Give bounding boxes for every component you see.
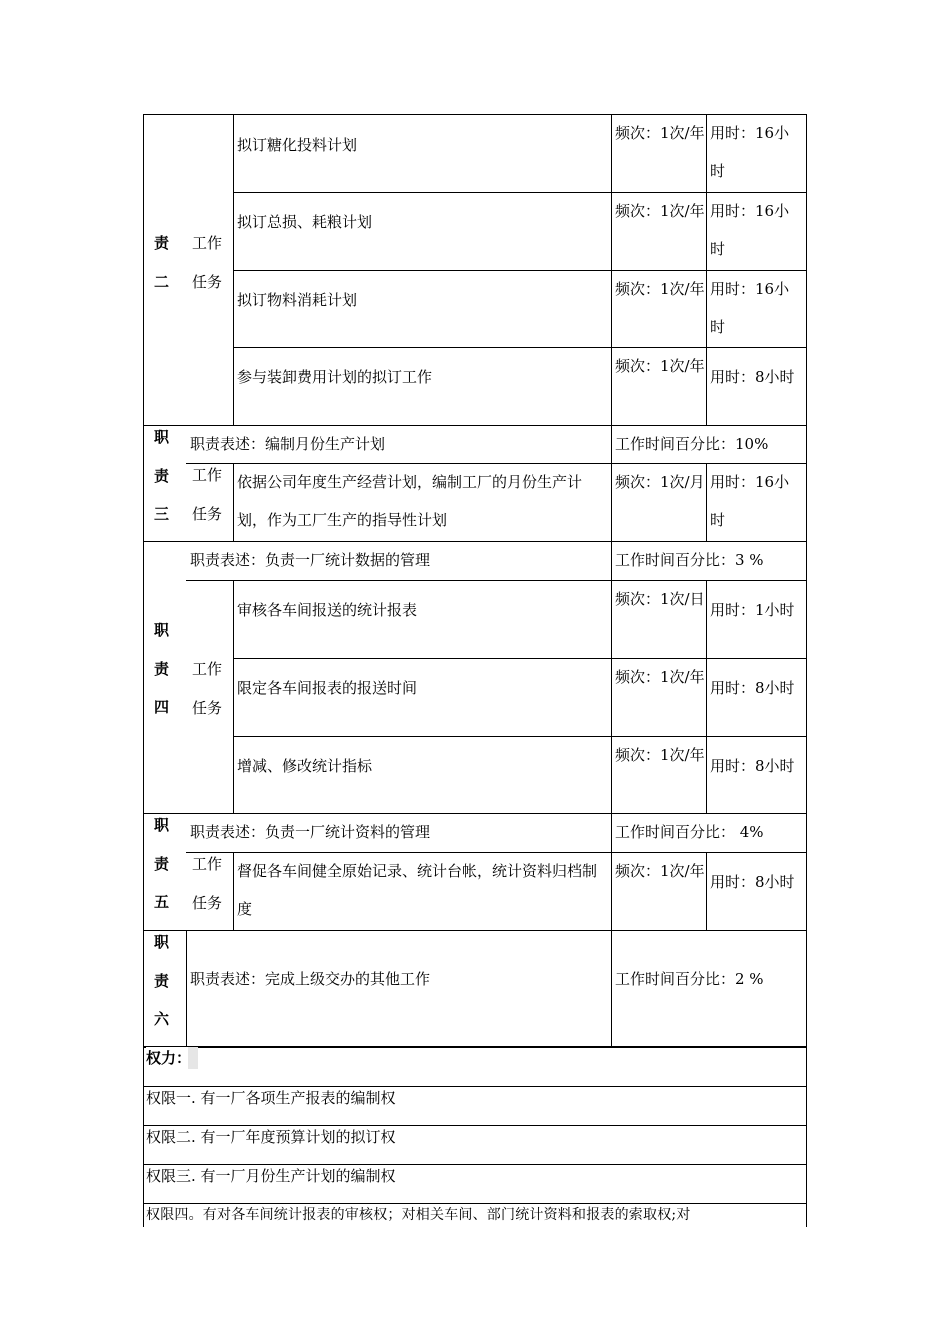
task-label-line: 任务 — [192, 698, 223, 717]
duty6-label — [154, 923, 178, 1039]
duty4-task-frequency: 频次：1次/日 — [615, 590, 705, 608]
duty4-time-percent: 工作时间百分比：3 % — [615, 551, 764, 569]
duty3-label — [154, 418, 178, 534]
rule — [233, 852, 234, 931]
task-label-line: 任务 — [192, 504, 223, 523]
power-item: 权限四。有对各车间统计报表的审核权；对相关车间、部门统计资料和报表的索取权;对 — [146, 1207, 691, 1223]
duty4-task-time: 用时：8小时 — [710, 679, 795, 697]
duty6-time-percent: 工作时间百分比：2 % — [615, 970, 764, 988]
task-label-line: 工作 — [192, 660, 223, 678]
duty2-task-text: 拟订物料消耗计划 — [237, 291, 358, 309]
duty3-time-percent: 工作时间百分比：10% — [615, 435, 769, 453]
duty6-label-char: 职 — [154, 933, 170, 951]
task-label-line: 任务 — [192, 893, 223, 912]
duty4-task-time: 用时：8小时 — [710, 757, 795, 775]
power-item: 权限一. 有一厂各项生产报表的编制权 — [146, 1089, 396, 1107]
rule — [806, 114, 807, 1227]
duty3-task-label — [192, 456, 228, 533]
rule — [186, 580, 807, 581]
duty6-label-char: 六 — [154, 1010, 170, 1028]
task-label-line: 任务 — [192, 272, 223, 291]
duty4-label — [154, 611, 178, 727]
duty2-task-text: 拟订总损、耗粮计划 — [237, 213, 373, 231]
duty3-task-text: 依据公司年度生产经营计划，编制工厂的月份生产计划，作为工厂生产的指导性计划 — [237, 473, 583, 529]
duty4-task-frequency: 频次：1次/年 — [615, 746, 705, 764]
duty4-label-char: 职 — [154, 621, 170, 639]
duty4-task-text: 限定各车间报表的报送时间 — [237, 679, 418, 697]
rule — [611, 114, 612, 1047]
powers-heading: 权力： — [146, 1047, 446, 1069]
duty5-task-text: 督促各车间健全原始记录、统计台帐，统计资料归档制度 — [237, 862, 598, 918]
rule — [143, 114, 144, 1227]
rule — [706, 114, 707, 426]
duty5-task-time: 用时：8小时 — [710, 873, 795, 891]
rule — [143, 114, 807, 115]
duty5-label-char: 职 — [154, 816, 170, 834]
rule — [233, 347, 807, 348]
duty5-task-label — [192, 845, 228, 922]
duty3-label-char: 职 — [154, 428, 170, 446]
rule — [233, 736, 807, 737]
duty2-task-frequency: 频次：1次/年 — [615, 202, 705, 220]
duty4-label-char: 责 — [154, 659, 170, 678]
duty3-task-time: 用时：16小时 — [710, 473, 790, 529]
rule — [706, 852, 707, 931]
duty4-task-frequency: 频次：1次/年 — [615, 668, 705, 686]
rule — [186, 930, 187, 1047]
duty5-label-char: 五 — [154, 893, 170, 911]
task-label-line: 工作 — [192, 234, 223, 252]
duty4-task-text: 增减、修改统计指标 — [237, 757, 373, 775]
duty2-task-text: 拟订糖化投料计划 — [237, 136, 358, 154]
duty2-task-label — [192, 224, 228, 301]
duty6-label-char: 责 — [154, 971, 170, 990]
duty4-task-label — [192, 650, 228, 727]
duty2-task-frequency: 频次：1次/年 — [615, 357, 705, 375]
duty3-label-char: 责 — [154, 466, 170, 485]
rule — [233, 580, 234, 814]
duty2-label-char: 责 — [154, 234, 170, 252]
duty6-description: 职责表述：完成上级交办的其他工作 — [190, 970, 431, 988]
duty2-task-text: 参与装卸费用计划的拟订工作 — [237, 368, 433, 386]
duty2-task-time: 用时：16小时 — [710, 202, 790, 258]
rule — [706, 580, 707, 814]
duty5-time-percent: 工作时间百分比： 4% — [615, 823, 764, 841]
rule — [233, 658, 807, 659]
duty2-task-time: 用时：8小时 — [710, 368, 795, 386]
rule — [233, 114, 234, 426]
duty3-description: 职责表述：编制月份生产计划 — [190, 435, 386, 453]
duty3-label-char: 三 — [154, 505, 170, 523]
duty5-task-frequency: 频次：1次/年 — [615, 862, 705, 880]
rule — [706, 463, 707, 542]
power-item: 权限二. 有一厂年度预算计划的拟订权 — [146, 1128, 396, 1146]
duty5-description: 职责表述：负责一厂统计资料的管理 — [190, 823, 431, 841]
duty2-label-char: 二 — [154, 272, 170, 291]
power-item: 权限三. 有一厂月份生产计划的编制权 — [146, 1167, 396, 1185]
duty2-task-time: 用时：16小时 — [710, 280, 790, 336]
rule — [143, 930, 807, 931]
duty5-label — [154, 806, 178, 922]
duty4-label-char: 四 — [154, 698, 170, 716]
duty3-task-frequency: 频次：1次/月 — [615, 473, 705, 491]
duty5-label-char: 责 — [154, 854, 170, 873]
duty4-description: 职责表述：负责一厂统计数据的管理 — [190, 551, 431, 569]
duty2-label — [154, 224, 178, 301]
duty2-task-time: 用时：16小时 — [710, 124, 790, 180]
rule — [233, 463, 234, 542]
duty4-task-time: 用时：1小时 — [710, 601, 795, 619]
task-label-line: 工作 — [192, 466, 223, 484]
duty4-task-text: 审核各车间报送的统计报表 — [237, 601, 418, 619]
task-label-line: 工作 — [192, 855, 223, 873]
duty2-task-frequency: 频次：1次/年 — [615, 280, 705, 298]
duty2-task-frequency: 频次：1次/年 — [615, 124, 705, 142]
